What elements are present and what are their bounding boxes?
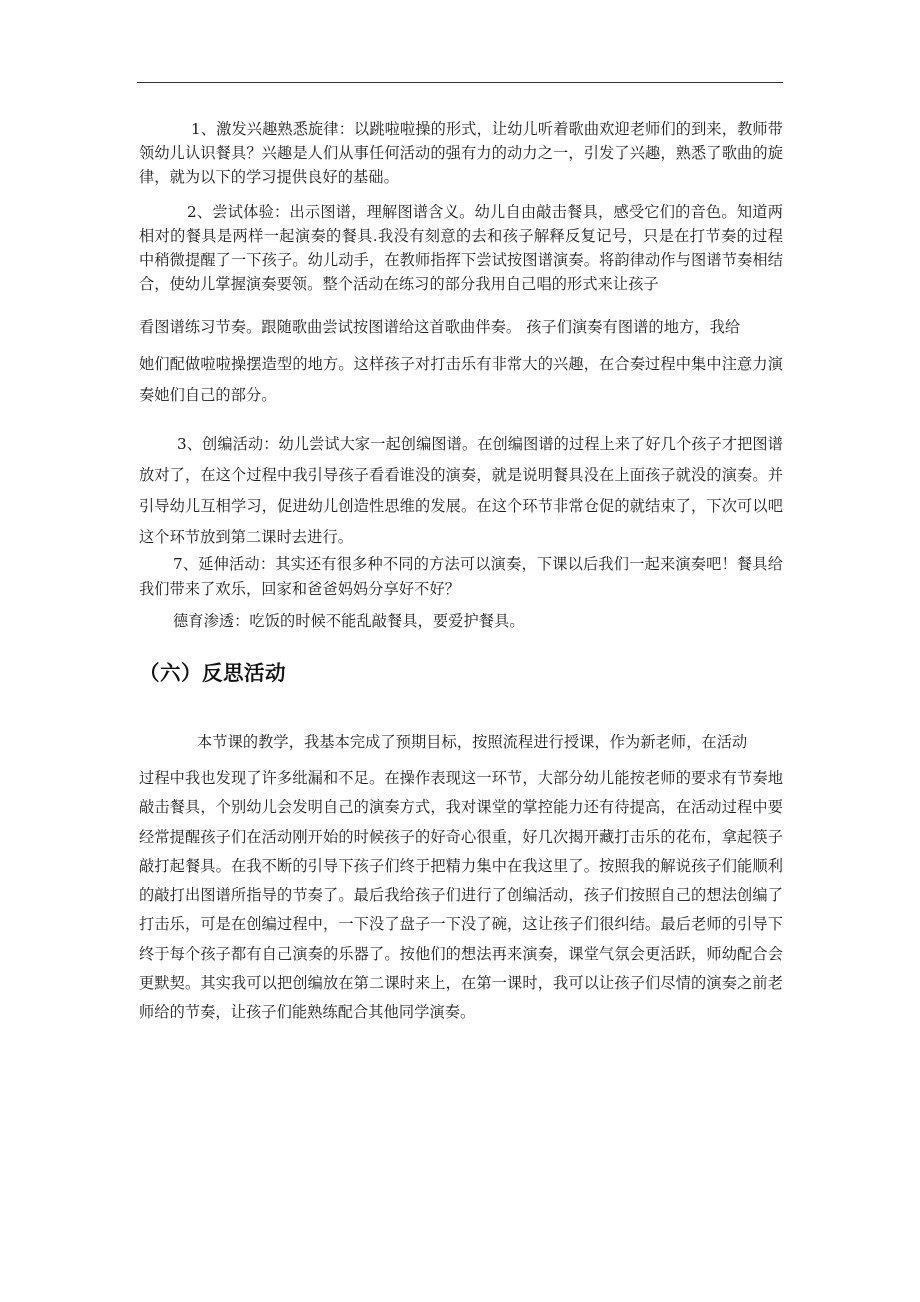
paragraph-trial-experience: 2、尝试体验：出示图谱，理解图谱含义。幼儿自由敲击餐具，感受它们的音色。知道两相对的餐具是两样一起演奏的餐具.我没有刻意的去和孩子解释反复记号，只是在打节奏的过程中稍微提醒了一下孩子。幼儿动手，在教师指挥下尝试按图谱演奏。将韵律动作与图谱节奏相结合，使幼儿掌握演奏要领。整个活动在练习的部分我用自己唱的形式来让孩子 (139, 203, 783, 293)
paragraph-reflection-first-line: 本节课的教学，我基本完成了预期目标，按照流程进行授课，作为新老师，在活动 (197, 733, 748, 751)
paragraph-extension-activity: 7、延伸活动：其实还有很多种不同的方法可以演奏，下课以后我们一起来演奏吧！餐具给我们带来了欢乐，回家和爸爸妈妈分享好不好？ (139, 555, 783, 598)
header-rule (137, 82, 783, 83)
paragraph-trial-experience-cont-2: 她们配做啦啦操摆造型的地方。这样孩子对打击乐有非常大的兴趣，在合奏过程中集中注意力演奏她们自己的部分。 (139, 355, 783, 404)
paragraph-reflection-body: 过程中我也发现了许多纰漏和不足。在操作表现这一环节，大部分幼儿能按老师的要求有节奏地敲击餐具，个别幼儿会发明自己的演奏方式，我对课堂的掌控能力还有待提高，在活动过程中要经常提醒孩子们在活动刚开始的时候孩子的好奇心很重，好几次揭开藏打击乐的花布，拿起筷子敲打起餐具。在我不断的引导下孩子们终于把精力集中在我这里了。按照我的解说孩子们能顺利的敲打出图谱所指导的节奏了。最后我给孩子们进行了创编活动，孩子们按照自己的想法创编了打击乐，可是在创编过程中，一下没了盘子一下没了碗，这让孩子们很纠结。最后老师的引导下终于每个孩子都有自己演奏的乐器了。按他们的想法再来演奏，课堂气氛会更活跃，师幼配合会更默契。其实我可以把创编放在第二课时来上，在第一课时，我可以让孩子们尽情的演奏之前老师给的节奏，让孩子们能熟练配合其他同学演奏。 (139, 769, 783, 1022)
paragraph-moral-education: 德育渗透：吃饭的时候不能乱敲餐具，要爱护餐具。 (173, 612, 525, 630)
paragraph-stimulate-interest: 1、激发兴趣熟悉旋律：以跳啦啦操的形式，让幼儿听着歌曲欢迎老师们的到来，教师带领幼儿认识餐具？兴趣是人们从事任何活动的强有力的动力之一，引发了兴趣，熟悉了歌曲的旋律，就为以下的学习提供良好的基础。 (139, 120, 783, 186)
section-heading-reflection: （六）反思活动 (139, 661, 286, 685)
paragraph-creative-activity: 3、创编活动：幼儿尝试大家一起创编图谱。在创编图谱的过程上来了好几个孩子才把图谱放对了，在这个过程中我引导孩子看看谁没的演奏，就是说明餐具没在上面孩子就没的演奏。并引导幼儿互相学习，促进幼儿创造性思维的发展。在这个环节非常仓促的就结束了，下次可以吧这个环节放到第二课时去进行。 (139, 435, 783, 546)
paragraph-trial-experience-cont-1: 看图谱练习节奏。跟随歌曲尝试按图谱给这首歌曲伴奏。 孩子们演奏有图谱的地方，我给 (139, 318, 741, 336)
